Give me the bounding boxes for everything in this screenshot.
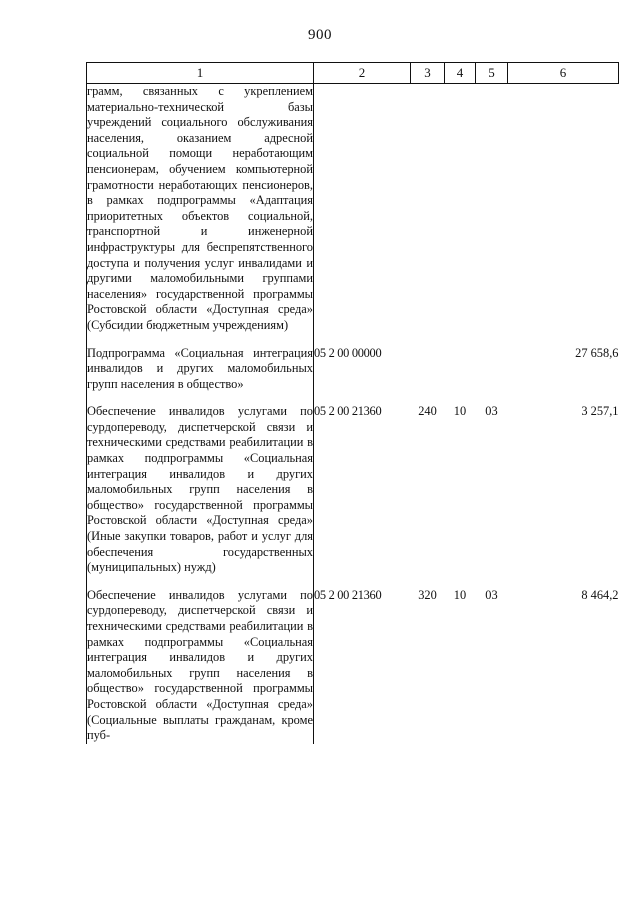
row-target-code: 05 2 00 21360 xyxy=(314,587,382,602)
row-section xyxy=(445,334,476,393)
page-number: 900 xyxy=(308,27,332,43)
row-subsection xyxy=(476,334,508,393)
table-header-row xyxy=(87,63,619,84)
budget-table xyxy=(86,62,619,744)
row-name: Обеспечение инвалидов услугами по сурдопереводу, диспетчерской связи и техническими средствами реабилитации в рамках подпрограммы «Социальная интеграция инвалидов и других маломобильных групп населения в общество» государственной программы Ростовской области «Доступная среда» (Социальные выплаты гражданам, кроме пуб- xyxy=(87,576,314,744)
table-row xyxy=(87,334,619,393)
column-header-4: 4 xyxy=(445,63,476,84)
table-row xyxy=(87,576,619,744)
row-amount: 3 257,1 xyxy=(581,404,619,419)
row-subsection: 03 xyxy=(485,587,498,602)
row-subsection: 03 xyxy=(485,404,498,419)
column-header-2: 2 xyxy=(314,63,411,84)
table-row xyxy=(87,84,619,334)
row-name: Подпрограмма «Социальная интеграция инвалидов и других маломобильных групп населения в общество» xyxy=(87,334,314,393)
table-row xyxy=(87,392,619,576)
row-expense-type: 320 xyxy=(418,587,437,602)
row-section: 10 xyxy=(453,404,467,419)
row-expense-type: 240 xyxy=(418,404,437,419)
row-name: Обеспечение инвалидов услугами по сурдопереводу, диспетчерской связи и техническими средствами реабилитации в рамках подпрограммы «Социальная интеграция инвалидов и других маломобильных групп населения в общество» государственной программы Ростовской области «Доступная среда» (Иные закупки товаров, работ и услуг для обеспечения государственных (муниципальных) нужд) xyxy=(87,392,314,576)
column-header-5: 5 xyxy=(476,63,508,84)
row-amount: 27 658,6 xyxy=(575,345,619,360)
row-amount xyxy=(508,84,619,334)
column-header-1: 1 xyxy=(87,63,314,84)
row-section: 10 xyxy=(453,587,467,602)
row-expense-type xyxy=(411,84,445,334)
row-target-code: 05 2 00 00000 xyxy=(314,345,382,360)
row-amount: 8 464,2 xyxy=(581,587,619,602)
row-section xyxy=(445,84,476,334)
column-header-3: 3 xyxy=(411,63,445,84)
row-target-code xyxy=(314,84,411,334)
row-target-code: 05 2 00 21360 xyxy=(314,404,382,419)
column-header-6: 6 xyxy=(508,63,619,84)
row-name: грамм, связанных с укреплением материально-технической базы учреждений социального обслуживания населения, оказанием адресной социальной помощи неработающим пенсионерам, обучением компьютерной грамотности неработающих пенсионеров, в рамках подпрограммы «Адаптация приоритетных объектов социальной, транспортной и инженерной инфраструктуры для беспрепятственного доступа и получения услуг инвалидами и другими маломобильными группами населения» государственной программы Ростовской области «Доступная среда» (Субсидии бюджетным учреждениям) xyxy=(87,84,313,332)
row-expense-type xyxy=(411,334,445,393)
row-subsection xyxy=(476,84,508,334)
